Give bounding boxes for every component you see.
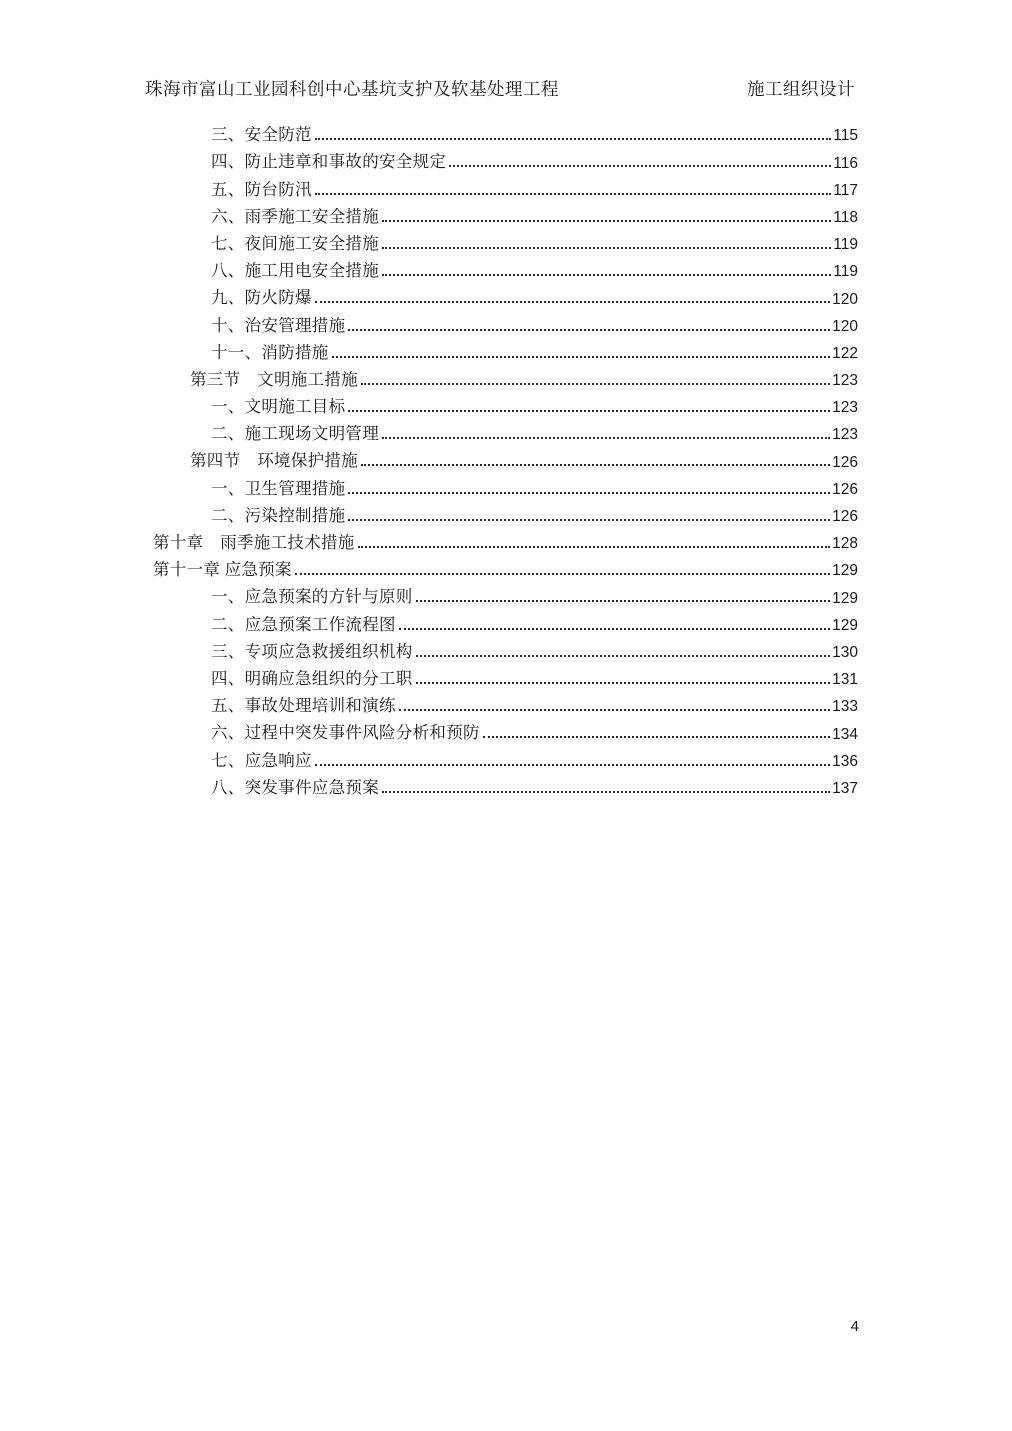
toc-leader-dots: [315, 764, 830, 766]
toc-entry-label: 第三节 文明施工措施: [190, 369, 358, 389]
toc-entry[interactable]: [153, 746, 858, 773]
toc-entry-label: 一、文明施工目标: [211, 397, 346, 417]
toc-entry-page: 119: [833, 263, 858, 281]
toc-entry-label: 二、污染控制措施: [211, 505, 346, 525]
toc-entry-page: 115: [833, 127, 858, 145]
toc-leader-dots: [315, 301, 830, 303]
toc-leader-dots: [449, 165, 831, 167]
toc-entry[interactable]: [153, 284, 858, 311]
toc-entry-label: 九、防火防爆: [211, 288, 312, 308]
toc-entry[interactable]: [153, 610, 858, 637]
toc-entry[interactable]: [153, 529, 858, 556]
footer-page-number: 4: [850, 1318, 859, 1335]
toc-leader-dots: [361, 383, 830, 385]
toc-leader-dots: [382, 791, 830, 793]
toc-entry-page: 126: [832, 480, 858, 498]
toc-entry-label: 六、雨季施工安全措施: [211, 206, 379, 226]
toc-leader-dots: [315, 193, 831, 195]
toc-entry-label: 五、事故处理培训和演练: [211, 696, 396, 716]
toc-entry[interactable]: [153, 148, 858, 175]
toc-leader-dots: [382, 220, 831, 222]
toc-entry[interactable]: [153, 175, 858, 202]
toc-leader-dots: [382, 437, 830, 439]
page-header: [145, 76, 855, 101]
table-of-contents: [153, 121, 858, 801]
toc-leader-dots: [416, 682, 831, 684]
toc-entry-page: 119: [833, 236, 858, 254]
toc-entry-label: 十、治安管理措施: [211, 315, 346, 335]
toc-entry-page: 126: [832, 453, 858, 471]
toc-entry-label: 八、突发事件应急预案: [211, 777, 379, 797]
toc-entry[interactable]: [153, 393, 858, 420]
toc-entry-page: 126: [832, 508, 858, 525]
toc-leader-dots: [348, 492, 830, 494]
toc-entry-page: 116: [833, 154, 858, 172]
toc-entry-label: 一、应急预案的方针与原则: [211, 587, 413, 607]
toc-leader-dots: [348, 519, 830, 521]
toc-entry-page: 123: [832, 372, 858, 390]
toc-entry-page: 133: [832, 698, 858, 716]
toc-entry[interactable]: [153, 311, 858, 338]
toc-entry-label: 二、施工现场文明管理: [211, 424, 379, 444]
toc-leader-dots: [399, 628, 830, 630]
toc-entry-page: 120: [832, 290, 858, 308]
toc-entry[interactable]: [153, 420, 858, 447]
toc-leader-dots: [382, 274, 831, 276]
toc-entry-page: 128: [832, 535, 858, 553]
toc-entry[interactable]: [153, 257, 858, 284]
toc-entry[interactable]: [153, 230, 858, 257]
header-project-title: 珠海市富山工业园科创中心基坑支护及软基处理工程: [145, 79, 559, 99]
toc-entry-label: 七、夜间施工安全措施: [211, 233, 379, 253]
toc-entry[interactable]: [153, 502, 858, 529]
toc-entry-page: 123: [832, 399, 858, 417]
toc-entry[interactable]: [153, 366, 858, 393]
toc-leader-dots: [361, 464, 830, 466]
toc-leader-dots: [348, 329, 830, 331]
toc-entry-label: 八、施工用电安全措施: [211, 261, 379, 281]
toc-entry-page: 131: [832, 671, 858, 689]
toc-entry-label: 四、明确应急组织的分工职: [211, 668, 413, 688]
toc-entry-label: 第十一章 应急预案: [153, 560, 292, 580]
toc-entry[interactable]: [153, 665, 858, 692]
toc-leader-dots: [315, 138, 831, 140]
toc-entry[interactable]: [153, 692, 858, 719]
toc-entry[interactable]: [153, 447, 858, 474]
toc-entry-page: 129: [832, 616, 858, 634]
toc-entry[interactable]: [153, 556, 858, 583]
toc-entry-page: 117: [833, 181, 858, 199]
toc-entry[interactable]: [153, 774, 858, 801]
toc-entry-page: 129: [832, 562, 858, 580]
toc-entry-page: 129: [832, 589, 858, 607]
toc-entry-label: 第四节 环境保护措施: [190, 451, 358, 471]
toc-leader-dots: [332, 356, 831, 358]
toc-entry-label: 七、应急响应: [211, 750, 312, 770]
toc-leader-dots: [382, 247, 831, 249]
toc-entry-page: 137: [832, 779, 858, 797]
toc-entry-label: 第十章 雨季施工技术措施: [153, 533, 355, 552]
toc-entry-label: 三、专项应急救援组织机构: [211, 641, 413, 661]
toc-entry-label: 六、过程中突发事件风险分析和预防: [211, 723, 480, 743]
toc-entry[interactable]: [153, 203, 858, 230]
toc-leader-dots: [295, 573, 830, 575]
toc-leader-dots: [358, 546, 831, 548]
toc-entry-label: 十一、消防措施: [211, 342, 329, 362]
toc-leader-dots: [399, 709, 830, 711]
toc-entry-label: 三、安全防范: [211, 125, 312, 145]
toc-entry[interactable]: [153, 638, 858, 665]
toc-entry-page: 130: [832, 643, 858, 661]
toc-entry-label: 五、防台防汛: [211, 179, 312, 199]
toc-entry-page: 120: [832, 317, 858, 335]
header-doc-type: 施工组织设计: [747, 79, 855, 99]
toc-entry-page: 122: [832, 344, 858, 362]
toc-entry-label: 四、防止违章和事故的安全规定: [211, 152, 447, 172]
toc-entry-page: 134: [832, 725, 858, 743]
toc-entry-label: 二、应急预案工作流程图: [211, 614, 396, 634]
toc-leader-dots: [483, 736, 830, 738]
toc-entry-page: 136: [832, 752, 858, 770]
toc-entry[interactable]: [153, 121, 858, 148]
toc-entry-page: 118: [833, 208, 858, 226]
toc-leader-dots: [348, 410, 830, 412]
toc-entry[interactable]: [153, 339, 858, 366]
toc-entry[interactable]: [153, 719, 858, 746]
toc-entry[interactable]: [153, 583, 858, 610]
toc-entry[interactable]: [153, 474, 858, 501]
toc-entry-label: 一、卫生管理措施: [211, 478, 346, 498]
toc-leader-dots: [416, 600, 831, 602]
toc-leader-dots: [416, 655, 831, 657]
toc-entry-page: 123: [832, 426, 858, 444]
